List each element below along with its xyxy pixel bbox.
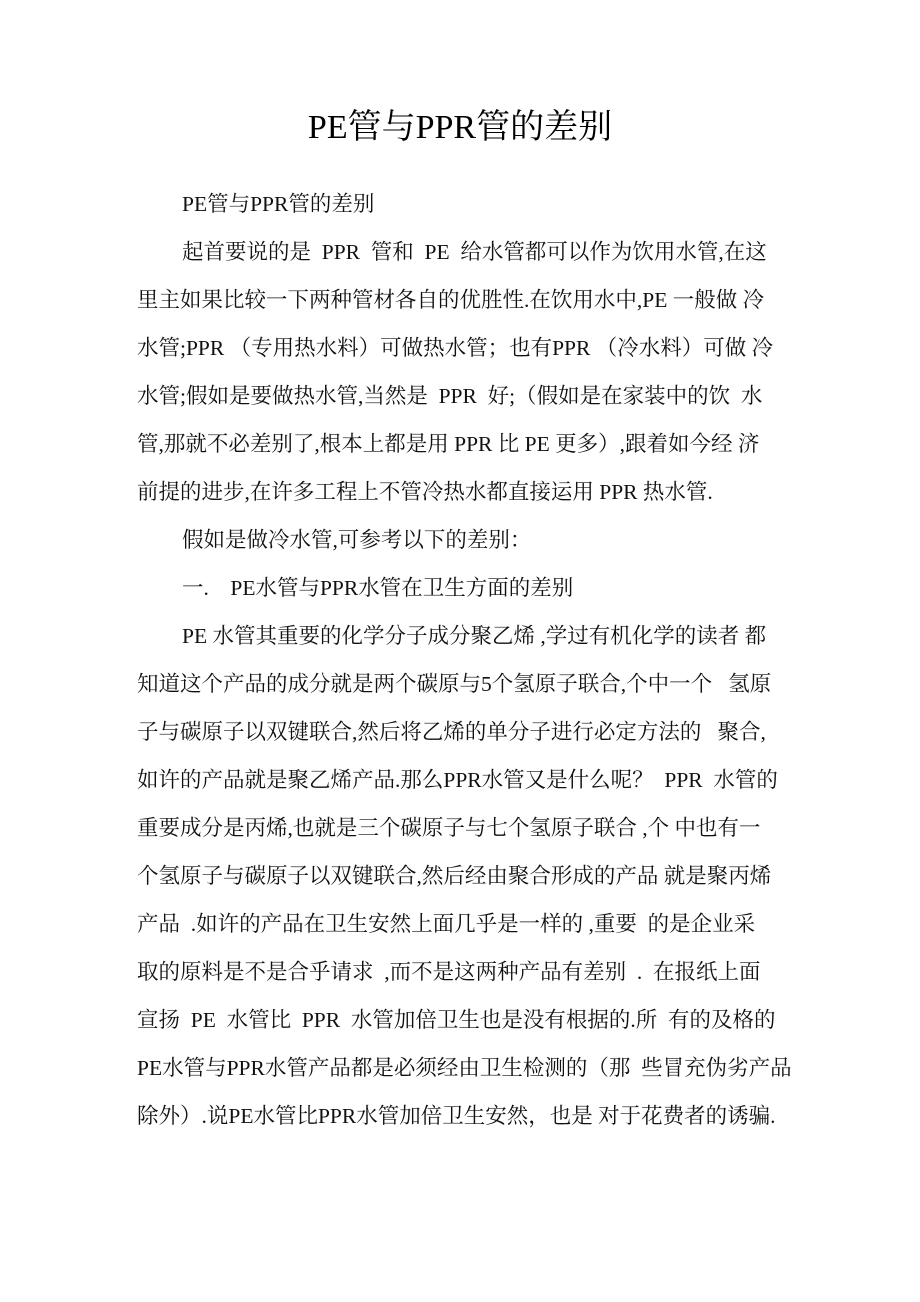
paragraph-hygiene-line: 子与碳原子以双键联合,然后将乙烯的单分子进行必定方法的 聚合, (137, 720, 766, 744)
section-heading-hygiene: 一. PE水管与PPR水管在卫生方面的差别 (182, 576, 574, 600)
paragraph-hygiene-line: 知道这个产品的成分就是两个碳原与5个氢原子联合,个中一个 氢原 (137, 672, 772, 696)
paragraph-subtitle: PE管与PPR管的差别 (182, 192, 375, 216)
paragraph-hygiene-line: 除外）.说PE水管比PPR水管加倍卫生安然，也是 对于花费者的诱骗. (137, 1104, 776, 1128)
paragraph-hygiene-line: 如许的产品就是聚乙烯产品.那么PPR水管又是什么呢？ PPR 水管的 (137, 768, 778, 792)
document-title: PE管与PPR管的差别 (307, 109, 613, 146)
paragraph-intro-line: 起首要说的是 PPR 管和 PE 给水管都可以作为饮用水管,在这 (182, 240, 767, 264)
paragraph-hygiene-line: 个氢原子与碳原子以双键联合,然后经由聚合形成的产品 就是聚丙烯 (137, 864, 772, 888)
paragraph-hygiene-line: 重要成分是丙烯,也就是三个碳原子与七个氢原子联合 ,个 中也有一 (137, 816, 761, 840)
paragraph-cold-water-intro: 假如是做冷水管,可参考以下的差别： (182, 528, 532, 552)
paragraph-hygiene-line: PE水管与PPR水管产品都是必须经由卫生检测的（那 些冒充伪劣产品 (137, 1056, 792, 1080)
paragraph-intro-line: 前提的进步,在许多工程上不管冷热水都直接运用 PPR 热水管. (137, 480, 713, 504)
paragraph-intro-line: 里主如果比较一下两种管材各自的优胜性.在饮用水中,PE 一般做 冷 (137, 288, 765, 312)
paragraph-hygiene-line: 取的原料是不是合乎请求 ,而不是这两种产品有差别 . 在报纸上面 (137, 960, 761, 984)
paragraph-hygiene-line: 产品 .如许的产品在卫生安然上面几乎是一样的 ,重要 的是企业采 (137, 912, 756, 936)
document-body (137, 180, 792, 1140)
paragraph-intro-line: 管,那就不必差别了,根本上都是用 PPR 比 PE 更多）,跟着如今经 济 (137, 432, 760, 456)
paragraph-intro-line: 水管;假如是要做热水管,当然是 PPR 好;（假如是在家装中的饮 水 (137, 384, 763, 408)
paragraph-intro-line: 水管;PPR （专用热水料）可做热水管；也有PPR （冷水料）可做 冷 (137, 336, 774, 360)
paragraph-hygiene-line: PE 水管其重要的化学分子成分聚乙烯 ,学过有机化学的读者 都 (182, 624, 767, 648)
paragraph-hygiene-line: 宣扬 PE 水管比 PPR 水管加倍卫生也是没有根据的.所 有的及格的 (137, 1008, 776, 1032)
